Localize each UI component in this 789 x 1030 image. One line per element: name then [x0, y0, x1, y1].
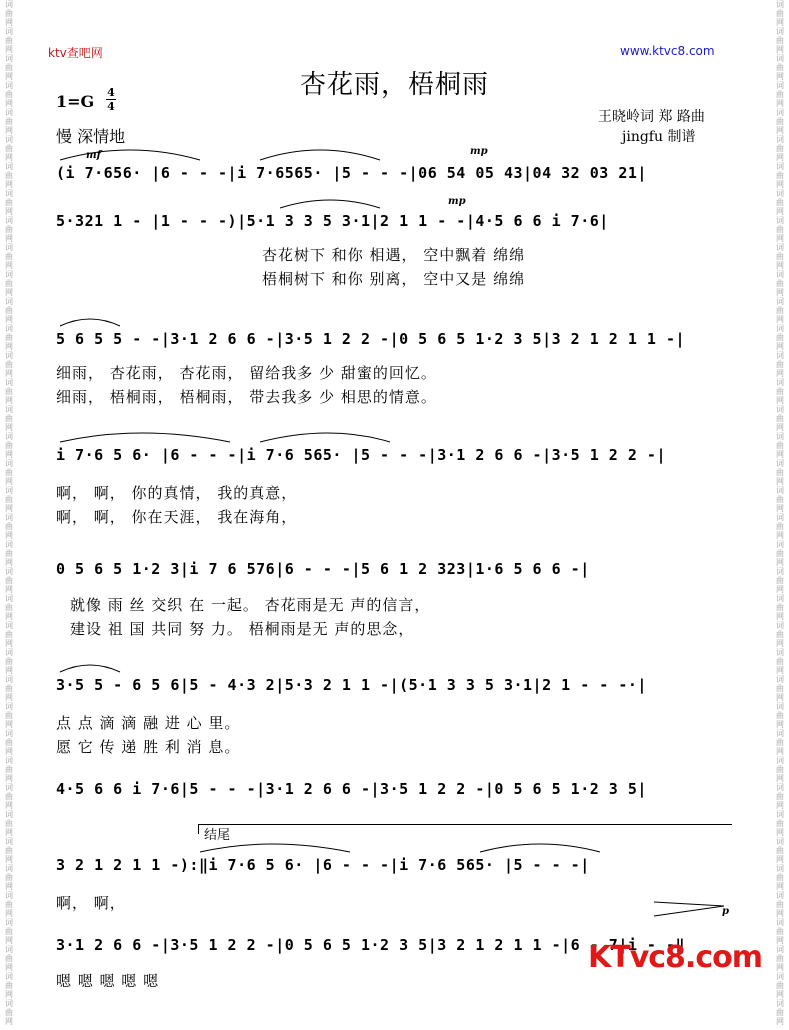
side-char: 词 — [5, 27, 13, 36]
decrescendo-hairpin — [654, 902, 724, 916]
side-char: 词 — [5, 972, 13, 981]
score-row-5: 0 5 6 5 1·2 3|i 7 6 576|6 - - -|5 6 1 2 323|1·6 5 6 6 -| — [56, 560, 590, 578]
dynamic-mp: mp — [470, 146, 488, 157]
side-char: 词 — [5, 351, 13, 360]
side-char: 曲 — [776, 927, 784, 936]
side-char: 曲 — [776, 414, 784, 423]
side-char: 网 — [776, 342, 784, 351]
side-char: 曲 — [5, 630, 13, 639]
side-char: 词 — [776, 297, 784, 306]
side-char: 曲 — [5, 441, 13, 450]
side-char: 网 — [776, 1017, 784, 1026]
side-char: 曲 — [5, 981, 13, 990]
side-char: 词 — [776, 972, 784, 981]
side-char: 词 — [776, 54, 784, 63]
side-char: 曲 — [776, 36, 784, 45]
side-char: 词 — [776, 702, 784, 711]
side-char: 曲 — [5, 819, 13, 828]
side-char: 网 — [776, 477, 784, 486]
side-char: 曲 — [776, 900, 784, 909]
song-title: 杏花雨，梧桐雨 — [299, 70, 489, 100]
side-char: 曲 — [5, 549, 13, 558]
side-char: 网 — [5, 477, 13, 486]
side-char: 词 — [5, 324, 13, 333]
side-char: 网 — [5, 855, 13, 864]
side-char: 曲 — [776, 657, 784, 666]
side-char: 曲 — [776, 819, 784, 828]
side-char: 曲 — [776, 549, 784, 558]
side-char: 网 — [776, 207, 784, 216]
side-char: 网 — [776, 747, 784, 756]
side-char: 曲 — [5, 117, 13, 126]
side-char: 网 — [5, 99, 13, 108]
side-char: 词 — [776, 405, 784, 414]
side-char: 网 — [776, 558, 784, 567]
side-char: 曲 — [5, 954, 13, 963]
side-char: 词 — [5, 270, 13, 279]
side-char: 曲 — [5, 333, 13, 342]
side-char: 曲 — [5, 360, 13, 369]
side-char: 网 — [776, 369, 784, 378]
side-char: 网 — [5, 45, 13, 54]
side-char: 词 — [776, 432, 784, 441]
side-char: 曲 — [5, 765, 13, 774]
slur — [280, 200, 380, 208]
score-row-7: 4·5 6 6 i 7·6|5 - - -|3·1 2 6 6 -|3·5 1 2 2 -|0 5 6 5 1·2 3 5| — [56, 780, 647, 798]
side-char: 曲 — [776, 468, 784, 477]
side-char: 曲 — [776, 90, 784, 99]
side-char: 词 — [776, 216, 784, 225]
side-char: 网 — [5, 342, 13, 351]
side-char: 网 — [5, 585, 13, 594]
side-char: 曲 — [776, 630, 784, 639]
side-char: 词 — [5, 729, 13, 738]
side-char: 网 — [776, 882, 784, 891]
side-char: 词 — [776, 324, 784, 333]
side-char: 曲 — [776, 576, 784, 585]
side-char: 网 — [776, 153, 784, 162]
side-char: 网 — [5, 1017, 13, 1026]
site-watermark-left[interactable]: ktv查吧网 — [48, 46, 103, 60]
side-char: 曲 — [5, 792, 13, 801]
lyric-line: 啊， 啊， — [56, 894, 126, 912]
side-char: 网 — [776, 180, 784, 189]
side-char: 网 — [5, 666, 13, 675]
side-char: 曲 — [5, 9, 13, 18]
side-char: 曲 — [5, 36, 13, 45]
side-char: 曲 — [776, 522, 784, 531]
side-char: 词 — [776, 594, 784, 603]
side-char: 词 — [776, 108, 784, 117]
site-watermark-right[interactable]: www.ktvc8.com — [620, 44, 715, 58]
side-char: 网 — [776, 72, 784, 81]
side-char: 曲 — [776, 171, 784, 180]
side-char: 词 — [5, 486, 13, 495]
lyric-line: 愿 它 传 递 胜 利 消 息。 — [56, 738, 241, 756]
side-char: 曲 — [5, 468, 13, 477]
side-char: 曲 — [776, 738, 784, 747]
side-char: 词 — [5, 378, 13, 387]
side-char: 曲 — [5, 873, 13, 882]
side-char: 词 — [5, 594, 13, 603]
slur — [260, 150, 380, 160]
side-char: 网 — [776, 504, 784, 513]
side-char: 词 — [5, 405, 13, 414]
side-char: 曲 — [5, 144, 13, 153]
side-char: 网 — [5, 396, 13, 405]
side-char: 网 — [5, 180, 13, 189]
score-row-2: 5·321 1 - |1 - - -)|5·1 3 3 5 3·1|2 1 1 - -|4·5 6 6 i 7·6| — [56, 212, 609, 230]
side-char: 词 — [776, 189, 784, 198]
side-char: 曲 — [776, 306, 784, 315]
side-char: 词 — [5, 162, 13, 171]
side-char: 词 — [5, 243, 13, 252]
slur — [60, 433, 230, 442]
side-char: 词 — [776, 0, 784, 9]
side-char: 曲 — [776, 360, 784, 369]
side-char: 词 — [5, 891, 13, 900]
side-char: 网 — [776, 396, 784, 405]
lyric-line: 建设 祖 国 共同 努 力。 梧桐雨是无 声的思念， — [70, 620, 415, 638]
side-char: 词 — [776, 135, 784, 144]
side-char: 曲 — [776, 684, 784, 693]
side-char: 曲 — [5, 657, 13, 666]
side-char: 曲 — [776, 711, 784, 720]
side-char: 词 — [5, 999, 13, 1008]
side-char: 词 — [5, 675, 13, 684]
side-char: 曲 — [5, 252, 13, 261]
side-char: 曲 — [5, 738, 13, 747]
side-char: 词 — [5, 621, 13, 630]
side-char: 词 — [5, 432, 13, 441]
side-char: 网 — [5, 963, 13, 972]
side-char: 词 — [5, 810, 13, 819]
score-row-9: 3·1 2 6 6 -|3·5 1 2 2 -|0 5 6 5 1·2 3 5|3 2 1 2 1 1 -|6 - 7|i - -‖ — [56, 936, 686, 954]
side-char: 网 — [5, 450, 13, 459]
lyric-line: 细雨， 梧桐雨， 梧桐雨， 带去我多 少 相思的情意。 — [56, 388, 437, 406]
side-char: 网 — [776, 99, 784, 108]
side-char: 网 — [776, 531, 784, 540]
side-char: 曲 — [5, 279, 13, 288]
side-char: 曲 — [776, 981, 784, 990]
meter-bottom: 4 — [107, 100, 115, 113]
side-char: 网 — [776, 261, 784, 270]
side-char: 词 — [5, 837, 13, 846]
slur — [60, 665, 120, 672]
credit-transcriber: jingfu 制谱 — [622, 129, 696, 145]
side-char: 词 — [776, 756, 784, 765]
dynamic-p: p — [722, 906, 729, 917]
ktvc8-logo: KTvc8.com — [588, 940, 762, 975]
side-char: 网 — [776, 288, 784, 297]
side-char: 词 — [5, 459, 13, 468]
side-char: 曲 — [776, 279, 784, 288]
side-char: 网 — [5, 693, 13, 702]
side-char: 网 — [5, 234, 13, 243]
side-char: 网 — [5, 288, 13, 297]
side-char: 词 — [776, 351, 784, 360]
side-char: 词 — [5, 783, 13, 792]
side-char: 词 — [5, 756, 13, 765]
side-char: 词 — [5, 108, 13, 117]
side-char: 曲 — [5, 90, 13, 99]
side-char: 曲 — [776, 1008, 784, 1017]
side-char: 网 — [776, 18, 784, 27]
side-char: 词 — [776, 270, 784, 279]
side-char: 网 — [5, 126, 13, 135]
side-char: 词 — [776, 864, 784, 873]
side-char: 曲 — [5, 225, 13, 234]
side-char: 网 — [5, 936, 13, 945]
side-char: 曲 — [5, 63, 13, 72]
side-char: 词 — [776, 486, 784, 495]
side-char: 网 — [5, 639, 13, 648]
side-char: 词 — [5, 702, 13, 711]
side-char: 词 — [776, 675, 784, 684]
side-char: 网 — [5, 801, 13, 810]
side-char: 曲 — [5, 1008, 13, 1017]
side-char: 网 — [776, 612, 784, 621]
side-char: 网 — [776, 855, 784, 864]
side-char: 网 — [776, 423, 784, 432]
side-char: 网 — [776, 585, 784, 594]
side-char: 曲 — [5, 198, 13, 207]
side-char: 曲 — [776, 441, 784, 450]
side-char: 词 — [5, 189, 13, 198]
side-char: 曲 — [776, 387, 784, 396]
side-char: 网 — [776, 666, 784, 675]
lyric-line: 点 点 滴 滴 融 进 心 里。 — [56, 714, 241, 732]
slur — [200, 844, 350, 852]
side-char: 词 — [5, 54, 13, 63]
side-char: 词 — [5, 648, 13, 657]
side-char: 曲 — [5, 306, 13, 315]
side-char: 词 — [776, 810, 784, 819]
side-char: 网 — [5, 207, 13, 216]
side-char: 网 — [5, 990, 13, 999]
side-char: 网 — [5, 18, 13, 27]
side-char: 词 — [5, 216, 13, 225]
side-char: 网 — [776, 720, 784, 729]
slur — [260, 433, 390, 442]
side-char: 词 — [5, 297, 13, 306]
side-char: 曲 — [776, 846, 784, 855]
side-char: 网 — [5, 369, 13, 378]
score-row-6: 3·5 5 - 6 5 6|5 - 4·3 2|5·3 2 1 1 -|(5·1 3 3 5 3·1|2 1 - - -·| — [56, 676, 647, 694]
side-char: 网 — [5, 153, 13, 162]
side-char: 词 — [776, 162, 784, 171]
score-row-8: 3 2 1 2 1 1 -):‖i 7·6 5 6· |6 - - -|i 7·6 565· |5 - - -| — [56, 856, 590, 874]
side-char: 曲 — [776, 198, 784, 207]
side-char: 词 — [776, 27, 784, 36]
side-char: 曲 — [5, 495, 13, 504]
side-char: 网 — [776, 234, 784, 243]
side-char: 网 — [776, 45, 784, 54]
side-char: 曲 — [776, 333, 784, 342]
slur — [60, 150, 200, 160]
side-char: 曲 — [776, 792, 784, 801]
side-char: 网 — [776, 828, 784, 837]
side-char: 词 — [776, 837, 784, 846]
side-char: 网 — [5, 909, 13, 918]
side-char: 词 — [776, 81, 784, 90]
side-char: 词 — [776, 918, 784, 927]
side-char: 网 — [776, 639, 784, 648]
side-char: 网 — [5, 531, 13, 540]
side-char: 网 — [776, 315, 784, 324]
side-char: 词 — [776, 513, 784, 522]
side-char: 词 — [5, 81, 13, 90]
side-char: 曲 — [776, 9, 784, 18]
side-char: 曲 — [776, 144, 784, 153]
side-char: 曲 — [776, 873, 784, 882]
side-char: 词 — [5, 513, 13, 522]
side-char: 网 — [5, 882, 13, 891]
side-char: 网 — [5, 720, 13, 729]
side-char: 网 — [5, 504, 13, 513]
lyric-line: 梧桐树下 和你 别离， 空中又是 绵绵 — [262, 270, 526, 288]
side-char: 曲 — [776, 765, 784, 774]
slur — [480, 844, 600, 852]
side-char: 词 — [776, 729, 784, 738]
side-char: 词 — [776, 459, 784, 468]
side-char: 网 — [5, 261, 13, 270]
side-char: 曲 — [5, 603, 13, 612]
side-char: 词 — [5, 540, 13, 549]
side-char: 网 — [5, 828, 13, 837]
key-signature: 1=G — [56, 92, 95, 111]
side-char: 曲 — [776, 252, 784, 261]
side-char: 曲 — [776, 603, 784, 612]
side-char: 曲 — [776, 63, 784, 72]
side-char: 曲 — [5, 684, 13, 693]
score-row-1: (i 7·656· |6 - - -|i 7·6565· |5 - - -|06 54 05 43|04 32 03 21| — [56, 164, 647, 182]
coda-label: 结尾 — [204, 828, 231, 843]
side-char: 网 — [776, 936, 784, 945]
side-char: 曲 — [5, 927, 13, 936]
side-char: 词 — [776, 567, 784, 576]
side-char: 网 — [776, 990, 784, 999]
side-char: 词 — [5, 945, 13, 954]
side-char: 词 — [776, 243, 784, 252]
lyric-line: 啊， 啊， 你在天涯， 我在海角， — [56, 508, 298, 526]
side-char: 网 — [776, 909, 784, 918]
side-char: 曲 — [5, 522, 13, 531]
side-char: 曲 — [776, 495, 784, 504]
side-char: 曲 — [776, 117, 784, 126]
side-char: 曲 — [5, 387, 13, 396]
side-char: 网 — [776, 126, 784, 135]
side-char: 曲 — [5, 576, 13, 585]
lyric-line: 嗯 嗯 嗯 嗯 嗯 — [56, 972, 160, 990]
side-char: 词 — [5, 0, 13, 9]
side-char: 网 — [776, 774, 784, 783]
side-char: 网 — [776, 450, 784, 459]
side-char: 网 — [776, 801, 784, 810]
tempo-marking: 慢 深情地 — [56, 127, 126, 146]
dynamic-mf: mf — [86, 150, 101, 161]
side-char: 曲 — [5, 414, 13, 423]
score-row-4: i 7·6 5 6· |6 - - -|i 7·6 565· |5 - - -|3·1 2 6 6 -|3·5 1 2 2 -| — [56, 446, 666, 464]
side-char: 词 — [776, 621, 784, 630]
side-char: 曲 — [776, 954, 784, 963]
side-char: 曲 — [5, 846, 13, 855]
side-char: 网 — [5, 423, 13, 432]
side-char: 词 — [776, 891, 784, 900]
credit-lyrics-music: 王晓岭词 郑 路曲 — [598, 109, 705, 125]
side-char: 词 — [5, 567, 13, 576]
side-char: 网 — [5, 315, 13, 324]
side-char: 曲 — [5, 900, 13, 909]
side-char: 词 — [776, 999, 784, 1008]
slur — [60, 319, 120, 326]
meter-top: 4 — [107, 86, 115, 99]
score-row-3: 5 6 5 5 - -|3·1 2 6 6 -|3·5 1 2 2 -|0 5 6 5 1·2 3 5|3 2 1 2 1 1 -| — [56, 330, 686, 348]
side-char: 网 — [5, 558, 13, 567]
side-char: 词 — [776, 945, 784, 954]
side-char: 曲 — [5, 711, 13, 720]
side-char: 词 — [776, 783, 784, 792]
side-char: 网 — [5, 612, 13, 621]
lyric-line: 就像 雨 丝 交织 在 一起。 杏花雨是无 声的信言， — [70, 596, 431, 614]
side-char: 网 — [5, 774, 13, 783]
side-char: 词 — [5, 918, 13, 927]
side-char: 网 — [5, 72, 13, 81]
side-char: 词 — [5, 135, 13, 144]
side-char: 曲 — [776, 225, 784, 234]
lyric-line: 细雨， 杏花雨， 杏花雨， 留给我多 少 甜蜜的回忆。 — [56, 364, 437, 382]
dynamic-mp: mp — [448, 196, 466, 207]
side-char: 网 — [5, 747, 13, 756]
lyric-line: 啊， 啊， 你的真情， 我的真意， — [56, 484, 298, 502]
side-char: 词 — [776, 378, 784, 387]
side-char: 网 — [776, 963, 784, 972]
side-char: 词 — [776, 648, 784, 657]
side-char: 词 — [5, 864, 13, 873]
side-char: 网 — [776, 693, 784, 702]
side-char: 曲 — [5, 171, 13, 180]
lyric-line: 杏花树下 和你 相遇， 空中飘着 绵绵 — [262, 246, 526, 264]
side-char: 词 — [776, 540, 784, 549]
